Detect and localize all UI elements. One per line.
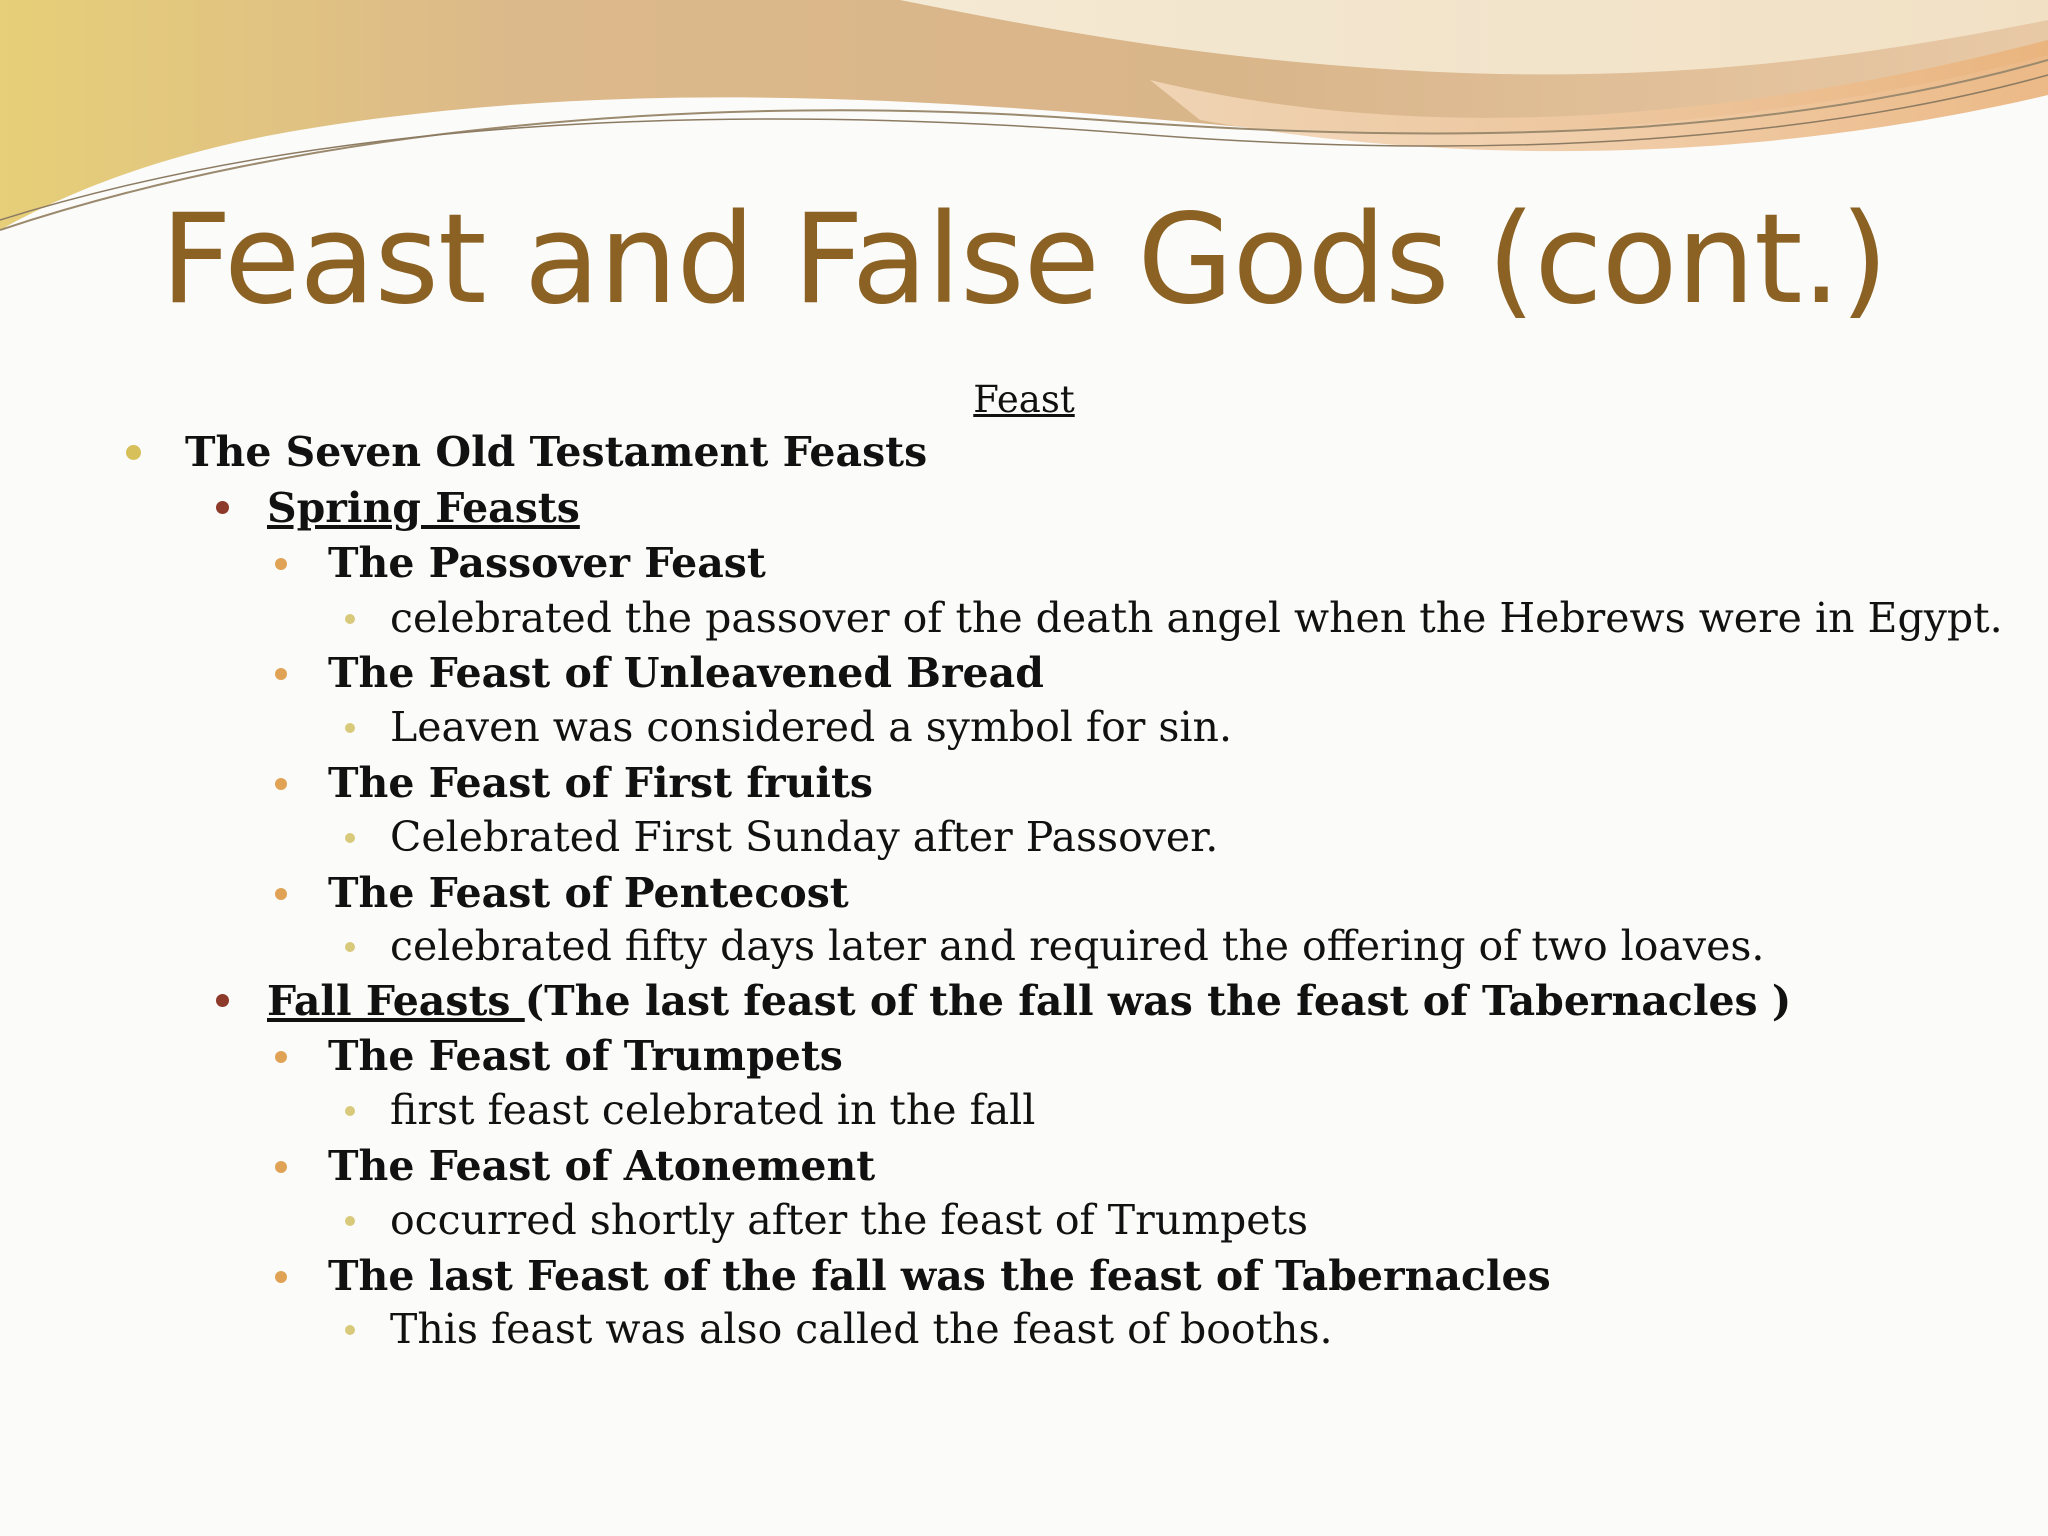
- feast-note: first feast celebrated in the fall: [390, 1086, 1036, 1134]
- bullet-icon: [275, 558, 287, 570]
- bullet-icon: [275, 668, 287, 680]
- slide-title: Feast and False Gods (cont.): [160, 188, 1888, 332]
- bullet-icon: [345, 1106, 355, 1116]
- bullet-icon: [216, 501, 229, 514]
- fall-feasts-heading: [267, 973, 1791, 1029]
- spring-feasts-heading: Spring Feasts: [267, 484, 580, 532]
- bullet-icon: [275, 1051, 287, 1063]
- fall-feasts-note: (The last feast of the fall was the feast of Tabernacles ): [524, 977, 1792, 1025]
- bullet-icon: [345, 614, 355, 624]
- feast-name: The Feast of Atonement: [328, 1142, 876, 1190]
- feast-name: The Feast of First fruits: [328, 759, 873, 807]
- bullet-icon: [345, 833, 355, 843]
- feast-note: Celebrated First Sunday after Passover.: [390, 813, 1219, 861]
- subheading: Feast: [973, 378, 1075, 421]
- feast-note: This feast was also called the feast of booths.: [390, 1305, 1333, 1353]
- feast-note: celebrated the passover of the death angel when the Hebrews were in Egypt.: [390, 594, 2003, 642]
- bullet-icon: [275, 1161, 287, 1173]
- bullet-icon: [345, 723, 355, 733]
- bullet-icon: [275, 778, 287, 790]
- bullet-icon: [275, 1271, 287, 1283]
- bullet-icon: [345, 942, 355, 952]
- feast-name: The Feast of Trumpets: [328, 1032, 843, 1080]
- feast-note: Leaven was considered a symbol for sin.: [390, 703, 1232, 751]
- outline-main-heading: The Seven Old Testament Feasts: [185, 428, 928, 476]
- feast-note: occurred shortly after the feast of Trumpets: [390, 1196, 1309, 1244]
- bullet-icon: [275, 888, 287, 900]
- bullet-icon: [345, 1325, 355, 1335]
- feast-name: The Feast of Pentecost: [328, 869, 849, 917]
- bullet-icon: [345, 1216, 355, 1226]
- feast-name: The Passover Feast: [328, 539, 766, 587]
- bullet-icon: [126, 445, 141, 460]
- feast-note: celebrated fifty days later and required the offering of two loaves.: [390, 922, 1765, 970]
- feast-name: The Feast of Unleavened Bread: [328, 649, 1044, 697]
- bullet-icon: [216, 994, 229, 1007]
- feast-name: The last Feast of the fall was the feast of Tabernacles: [328, 1252, 1551, 1300]
- fall-feasts-label: Fall Feasts: [267, 977, 525, 1025]
